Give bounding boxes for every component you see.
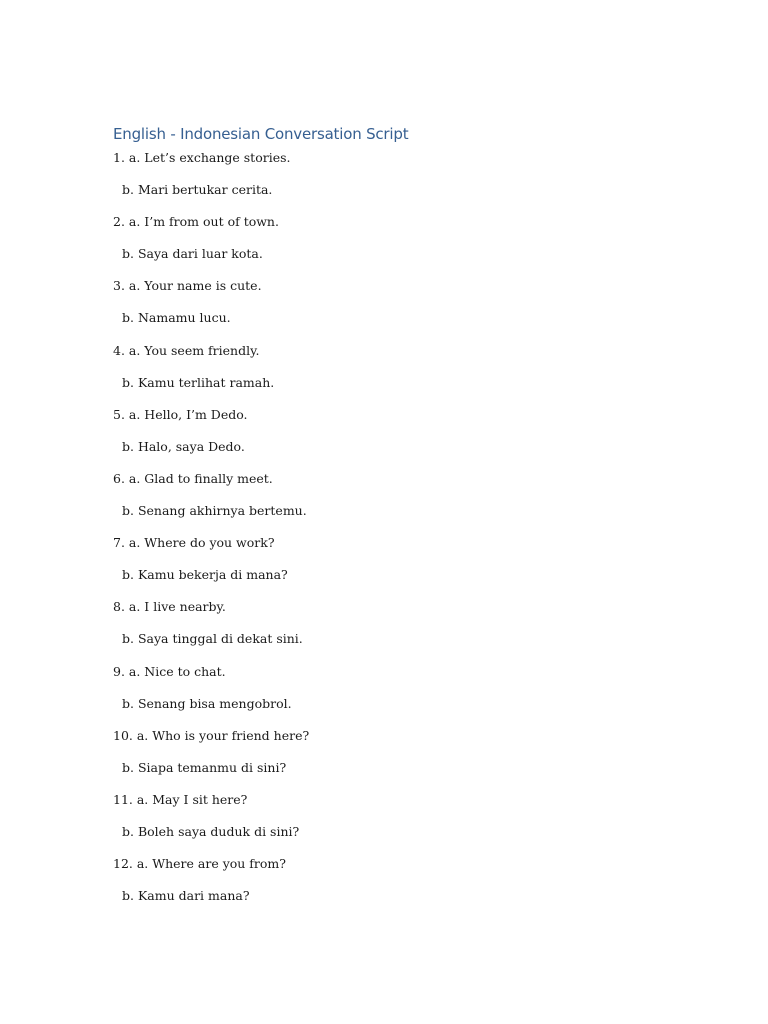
document-title: English - Indonesian Conversation Script [113, 125, 409, 143]
english-line: 2. a. I’m from out of town. [113, 214, 279, 230]
indonesian-line: b. Saya dari luar kota. [122, 246, 263, 262]
english-line: 10. a. Who is your friend here? [113, 727, 310, 743]
english-line: 4. a. You seem friendly. [113, 342, 260, 358]
indonesian-line: b. Siapa temanmu di sini? [122, 759, 287, 775]
english-line: 8. a. I live nearby. [113, 599, 226, 615]
english-line: 7. a. Where do you work? [113, 535, 275, 551]
indonesian-line: b. Saya tinggal di dekat sini. [122, 631, 303, 647]
conversation-list [0, 148, 768, 918]
english-line: 5. a. Hello, I’m Dedo. [113, 406, 248, 422]
indonesian-line: b. Namamu lucu. [122, 310, 231, 326]
indonesian-line: b. Senang bisa mengobrol. [122, 695, 292, 711]
english-line: 12. a. Where are you from? [113, 856, 286, 872]
english-line: 3. a. Your name is cute. [113, 278, 262, 294]
english-line: 6. a. Glad to finally meet. [113, 470, 273, 486]
indonesian-line: b. Halo, saya Dedo. [122, 438, 245, 454]
indonesian-line: b. Kamu bekerja di mana? [122, 567, 288, 583]
english-line: 9. a. Nice to chat. [113, 663, 226, 679]
indonesian-line: b. Kamu dari mana? [122, 888, 250, 904]
english-line: 11. a. May I sit here? [113, 791, 248, 807]
indonesian-line: b. Mari bertukar cerita. [122, 182, 273, 198]
english-line: 1. a. Let’s exchange stories. [113, 150, 291, 165]
indonesian-line: b. Senang akhirnya bertemu. [122, 503, 307, 519]
indonesian-line: b. Kamu terlihat ramah. [122, 374, 275, 390]
indonesian-line: b. Boleh saya duduk di sini? [122, 823, 300, 839]
